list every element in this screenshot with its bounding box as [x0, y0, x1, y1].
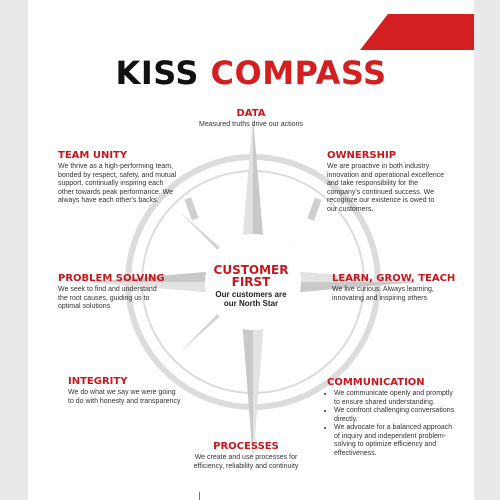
bullet-list — [327, 390, 473, 458]
body-line: other towards peak performance. We — [58, 188, 174, 196]
center-heading — [196, 264, 306, 288]
body-line: support, continually inspiring each — [58, 180, 164, 187]
customer-first-center — [196, 264, 306, 308]
section-data — [181, 108, 321, 130]
title-part-compass: COMPASS — [210, 54, 387, 92]
section-team-unity — [58, 150, 218, 206]
body-line: the root causes, guiding us to — [58, 294, 150, 302]
center-subtext — [196, 290, 306, 308]
body-line: optimal solutions — [58, 303, 111, 310]
body-line: effectiveness. — [334, 449, 377, 457]
body-line: our customers. — [327, 205, 374, 213]
body-line: innovation and operational excellence — [327, 171, 445, 179]
bullet-item — [334, 407, 473, 424]
section-heading: TEAM UNITY — [58, 150, 128, 161]
section-integrity — [68, 376, 218, 406]
body-line: recognize our existence is owed to — [327, 197, 435, 204]
section-heading: LEARN, GROW, TEACH — [332, 273, 456, 284]
divider-right — [307, 198, 321, 221]
body-line: and take responsibility for the — [327, 180, 419, 187]
red-corner-band — [28, 0, 474, 60]
section-heading: INTEGRITY — [68, 376, 128, 387]
body-line: directly. — [334, 415, 358, 423]
center-sub-line: Our customers are — [215, 290, 287, 299]
section-processes — [166, 441, 326, 471]
center-heading-line: CUSTOMER — [213, 263, 289, 277]
body-line: We thrive as a high-performing team, — [58, 163, 174, 170]
section-body — [58, 286, 198, 312]
body-line: We live curious. Always learning, — [332, 286, 434, 293]
body-line: We do what we say we were going — [68, 389, 176, 396]
center-heading-line: FIRST — [231, 275, 271, 289]
body-line: Measured truths drive our actions — [199, 121, 303, 128]
body-line: We communicate openly and promptly — [334, 390, 453, 397]
bullet-item — [334, 390, 473, 407]
body-line: to do with honesty and transparency — [68, 397, 181, 405]
section-heading: DATA — [236, 108, 266, 119]
body-line: We are proactive in both industry — [327, 163, 430, 170]
body-line: innovating and inspiring others — [332, 294, 427, 302]
red-band-shape — [360, 14, 474, 50]
section-communication — [327, 377, 473, 458]
section-body — [166, 454, 326, 471]
body-line: We create and use processes for — [194, 454, 298, 461]
section-body — [327, 163, 473, 214]
bottom-divider-mark — [199, 492, 200, 500]
section-body — [332, 286, 472, 303]
page-title — [28, 55, 474, 91]
section-learn-grow-teach — [332, 273, 472, 303]
document-page — [28, 0, 474, 500]
section-body — [58, 163, 218, 206]
section-body — [181, 121, 321, 130]
body-line: to ensure shared understanding. — [334, 398, 435, 406]
section-body — [68, 389, 218, 406]
body-line: solving to optimize efficiency and — [334, 441, 437, 448]
body-line: of inquiry and independent problem- — [334, 432, 447, 440]
body-line: efficiency, reliability and continuity — [193, 462, 299, 470]
body-line: company's continued success. We — [327, 188, 435, 196]
section-heading: OWNERSHIP — [327, 150, 397, 161]
body-line: We advocate for a balanced approach — [334, 424, 453, 431]
section-heading: PROCESSES — [213, 441, 279, 452]
section-heading: PROBLEM SOLVING — [58, 273, 165, 284]
section-heading: COMMUNICATION — [327, 377, 425, 388]
section-ownership — [327, 150, 473, 214]
section-problem-solving — [58, 273, 198, 312]
body-line: We confront challenging conversations — [334, 407, 455, 414]
center-sub-line: our North Star — [223, 299, 279, 308]
title-part-kiss: KISS — [115, 54, 199, 92]
body-line: bonded by respect, safety, and mutual — [58, 171, 177, 179]
body-line: We seek to find and understand — [58, 286, 157, 293]
bullet-item — [334, 424, 473, 458]
body-line: always have each other's backs. — [58, 197, 159, 204]
